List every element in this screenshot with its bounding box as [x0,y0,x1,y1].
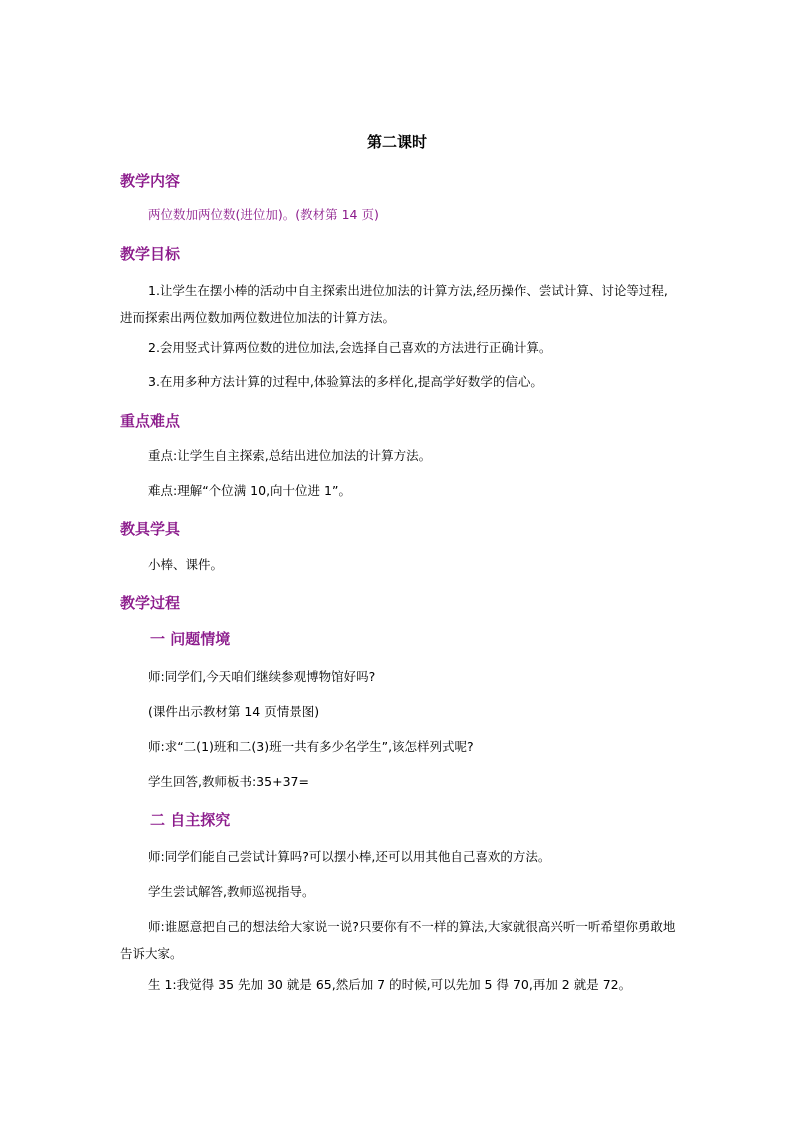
paragraph-6: 学生尝试解答,教师巡视指导。 [148,884,315,899]
heading-key-points: 重点难点 [120,412,181,430]
paragraph-1: 师:同学们,今天咱们继续参观博物馆好吗? [148,669,376,684]
paragraph-2: (课件出示教材第 14 页情景图) [148,704,320,719]
part-2-heading: 二 自主探究 [150,811,231,829]
page-title: 第二课时 [366,133,427,151]
heading-teaching-content: 教学内容 [120,172,181,190]
goal-3: 3.在用多种方法计算的过程中,体验算法的多样化,提高学好数学的信心。 [148,374,543,389]
heading-teaching-goals: 教学目标 [120,245,181,263]
heading-teaching-tools: 教具学具 [120,520,181,538]
teaching-tools-text: 小棒、课件。 [148,557,224,572]
goal-1: 1.让学生在摆小棒的活动中自主探索出进位加法的计算方法,经历操作、尝试计算、讨论等过程,进而探索出两位数加两位数进位加法的计算方法。 [120,283,668,325]
difficulty-text: 难点:理解“个位满 10,向十位进 1”。 [148,483,351,498]
paragraph-3: 师:求“二(1)班和二(3)班一共有多少名学生”,该怎样列式呢? [148,739,474,754]
paragraph-5: 师:同学们能自己尝试计算吗?可以摆小棒,还可以用其他自己喜欢的方法。 [148,849,551,864]
teaching-content-text: 两位数加两位数(进位加)。(教材第 14 页) [148,207,379,222]
paragraph-7: 师:谁愿意把自己的想法给大家说一说?只要你有不一样的算法,大家就很高兴听一听希望你勇敢地告诉大家。 [120,919,676,961]
goal-2: 2.会用竖式计算两位数的进位加法,会选择自己喜欢的方法进行正确计算。 [148,340,552,355]
key-point-text: 重点:让学生自主探索,总结出进位加法的计算方法。 [148,448,432,463]
part-1-heading: 一 问题情境 [150,630,231,648]
paragraph-8: 生 1:我觉得 35 先加 30 就是 65,然后加 7 的时候,可以先加 5 得 70,再加 2 就是 72。 [148,977,632,992]
heading-teaching-process: 教学过程 [120,594,181,612]
paragraph-4: 学生回答,教师板书:35+37= [148,774,309,789]
